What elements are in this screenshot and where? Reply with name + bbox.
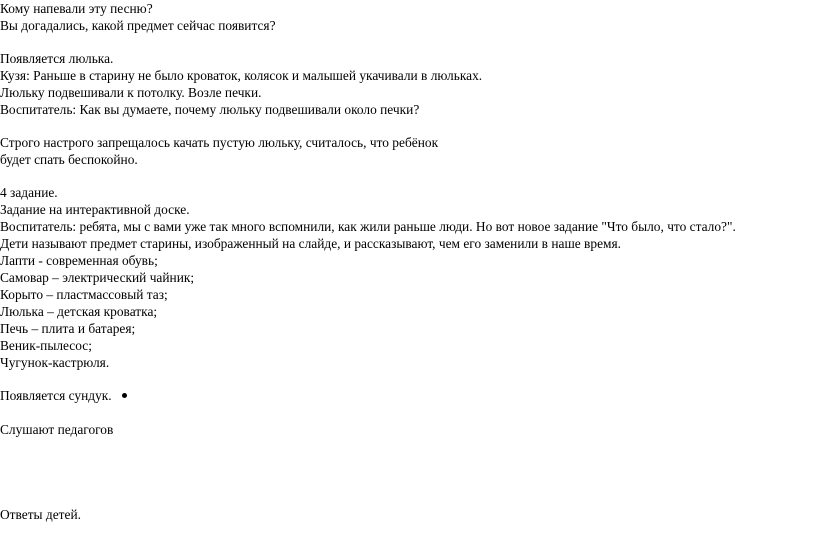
text-line-teacher-task: Воспитатель: ребята, мы с вами уже так много вспомнили, как жили раньше люди. Но вот новое задание "Что было, что стало?". [0,219,736,234]
text-line-question-guess: Вы догадались, какой предмет сейчас появится? [0,18,276,33]
text-line-forbidden: Строго настрого запрещалось качать пустую люльку, считалось, что ребёнок [0,135,439,150]
text-line-cradle-hung: Люльку подвешивали к потолку. Возле печки. [0,85,262,100]
text-line-koryto: Корыто – пластмассовый таз; [0,287,168,302]
text-line-task-number: 4 задание. [0,185,58,200]
text-line-pech: Печь – плита и батарея; [0,321,136,336]
text-line-cradle-appears: Появляется люлька. [0,51,114,66]
text-line-listen-teachers: Слушают педагогов [0,422,114,437]
text-line-task-board: Задание на интерактивной доске. [0,202,190,217]
bullet-dot [122,393,127,398]
text-line-sleep-restless: будет спать беспокойно. [0,152,138,167]
text-line-teacher-question: Воспитатель: Как вы думаете, почему люльку подвешивали около печки? [0,102,420,117]
text-line-chugunok: Чугунок-кастрюля. [0,355,110,370]
text-line-samovar: Самовар – электрический чайник; [0,270,195,285]
text-line-lyulka: Люлька – детская кроватка; [0,304,158,319]
text-line-question-song: Кому напевали эту песню? [0,1,153,16]
text-line-lapti: Лапти - современная обувь; [0,253,158,268]
text-line-children-answers: Ответы детей. [0,507,81,522]
text-line-children-name: Дети называют предмет старины, изображенный на слайде, и рассказывают, чем его заменили в наше время. [0,236,622,251]
text-line-chest-appears: Появляется сундук. [0,388,112,403]
text-line-venik: Веник-пылесос; [0,338,92,353]
text-line-kuzya: Кузя: Раньше в старину не было кроваток, колясок и малышей укачивали в люльках. [0,68,483,83]
